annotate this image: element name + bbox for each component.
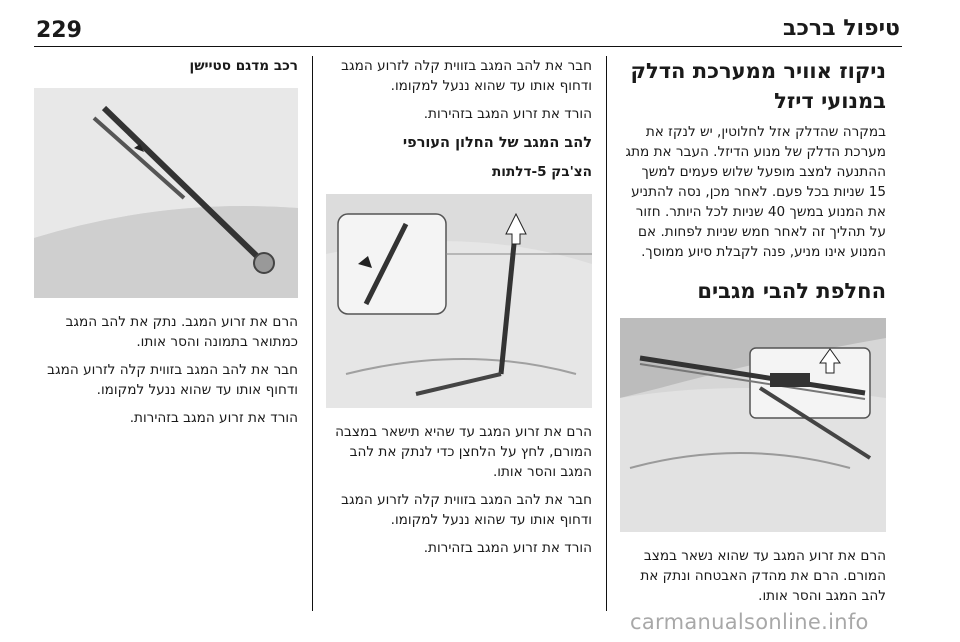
right-column: [620, 56, 886, 614]
page-header: [0, 0, 960, 52]
section-heading-fuel-bleed: ניקוז אוויר ממערכת הדלק במנועי דיזל: [630, 59, 886, 113]
watermark: carmanualsonline.info: [630, 610, 869, 634]
subheading-hatchback: הצ'בק 5-דלתות: [492, 164, 592, 180]
wagon-lower-paragraph: הורד את זרוע המגב בזהירות.: [129, 410, 298, 426]
fuel-bleed-paragraph: במקרה שהדלק אזל לחלוטין, יש לנקז את מערכת הדלק של מנוע הדיזל. העבר את מתג ההתנעה למצב מופעל שלוש פעמים למשך 15 שניות בכל פעם. לאחר מכן, נסה להתניע את המנוע במשך 40 שניות לכל היותר. חזור על תהליך זה לאחר חמש שניות לפחות. אם המנוע אינו מניע, פנה לקבלת סיוע ממוסך.: [625, 124, 886, 260]
rear-wiper-illustration: [326, 194, 592, 408]
column-divider-right: [606, 56, 607, 611]
station-wagon-wiper-illustration: [34, 88, 298, 298]
page-number: 229: [36, 18, 82, 43]
subheading-station-wagon: רכב מדגם סטיישן: [189, 58, 298, 74]
section-heading-rear-wiper: להב המגב של החלון העורפי: [402, 135, 592, 151]
rear-remove-paragraph: הרם את זרוע המגב עד שהיא תישאר במצבה המורם, לחץ על הלחצן כדי לנתק את להב המגב והסר אותו.: [335, 424, 592, 480]
rear-attach-paragraph: חבר את להב המגב בזווית קלה לזרוע המגב ודחוף אותו עד שהוא ננעל למקומו.: [341, 492, 592, 528]
middle-column: [326, 56, 592, 566]
front-wiper-illustration: [620, 318, 886, 532]
header-rule: [34, 46, 902, 47]
wagon-attach-paragraph: חבר את להב המגב בזווית קלה לזרוע המגב ודחוף אותו עד שהוא ננעל למקומו.: [47, 362, 298, 398]
column-divider-left: [312, 56, 313, 611]
front-wiper-paragraph: הרם את זרוע המגב עד שהוא נשאר במצב המורם. הרם את מהדק האבטחה ונתק את להב המגב והסר אותו.: [640, 548, 886, 604]
rear-lower-paragraph: הורד את זרוע המגב בזהירות.: [423, 540, 592, 556]
section-heading-wiper-replacement: החלפת להבי מגבים: [697, 279, 886, 303]
lower-arm-paragraph: הורד את זרוע המגב בזהירות.: [423, 106, 592, 122]
wagon-remove-paragraph: הרם את זרוע המגב. נתק את להב המגב כמתואר בתמונה והסר אותו.: [65, 314, 298, 350]
page-title: טיפול ברכב: [783, 16, 900, 41]
left-column: [34, 56, 298, 436]
attach-blade-paragraph: חבר את להב המגב בזווית קלה לזרוע המגב ודחוף אותו עד שהוא ננעל למקומו.: [341, 58, 592, 94]
